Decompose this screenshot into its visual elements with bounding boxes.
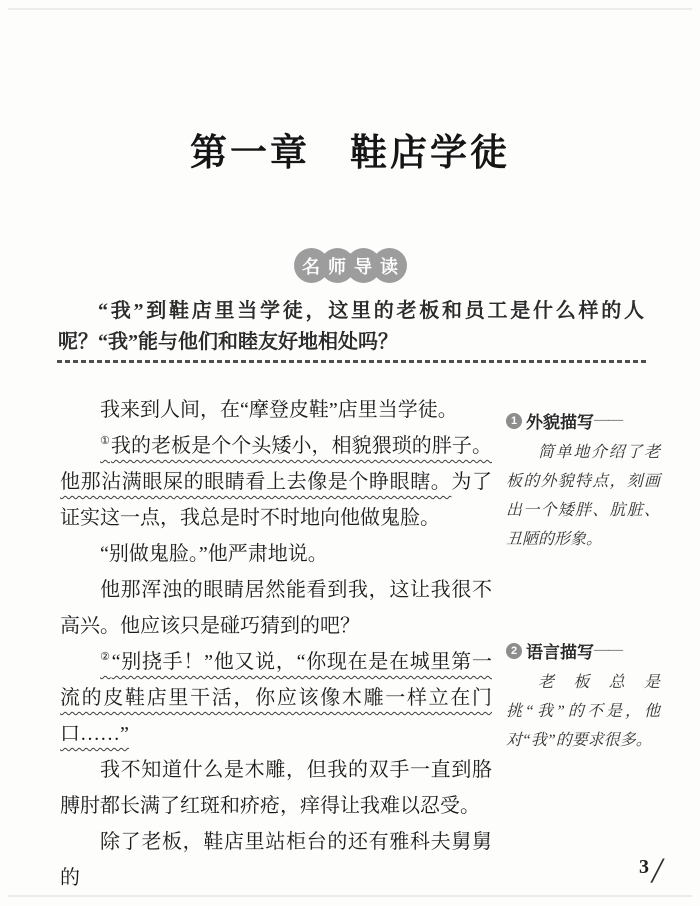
margin-note-language xyxy=(506,638,660,755)
underlined-passage xyxy=(60,435,492,493)
chapter-title: 第一章 鞋店学徒 xyxy=(190,132,510,173)
paragraph-2 xyxy=(60,428,492,536)
underlined-passage xyxy=(60,651,492,745)
heading-dash: —— xyxy=(594,412,622,428)
paragraph-text: 我的老板是个个头矮小，相貌猥琐的胖子。他那沾满眼屎的眼睛看上去像是个睁眼瞎。 xyxy=(60,435,492,493)
paragraph-text: 我不知道什么是木雕，但我的双手一直到胳膊肘都长满了红斑和疥疮，痒得让我难以忍受。 xyxy=(60,759,492,817)
badge-char: 读 xyxy=(380,256,398,277)
numbered-bullet-icon: 2 xyxy=(506,643,522,659)
badge-circle xyxy=(372,248,407,283)
paragraph-6 xyxy=(60,752,492,824)
paragraph-text: 我来到人间，在“摩登皮鞋”店里当学徒。 xyxy=(100,399,458,421)
page-number: 3 xyxy=(638,856,649,878)
paragraph-text: 他那浑浊的眼睛居然能看到我，这让我很不高兴。他应该只是碰巧猜到的吧？ xyxy=(60,579,492,637)
paragraph-5 xyxy=(60,644,492,752)
paragraph-4 xyxy=(60,572,492,644)
badge-char: 名 xyxy=(302,256,320,277)
paragraph-7 xyxy=(60,824,492,896)
annotation-marker-1: ① xyxy=(100,435,110,448)
numbered-bullet-icon: 1 xyxy=(506,413,522,429)
paragraph-text: 为了证实这一点，我总是时不时地向他做鬼脸。 xyxy=(60,471,493,529)
margin-note-body: 老板总是挑“我”的不是，他对“我”的要求很多。 xyxy=(506,674,660,749)
margin-note-header xyxy=(506,638,660,663)
badge-char: 师 xyxy=(328,256,346,277)
margin-note-heading: 语言描写 xyxy=(526,643,594,662)
margin-note-appearance xyxy=(506,408,660,554)
paragraph-3 xyxy=(60,536,492,572)
paragraph-text: “别挠手！”他又说，“你现在是在城里第一流的皮鞋店里干活，你应该像木雕一样立在门口……” xyxy=(60,651,492,745)
margin-note-body: 简单地介绍了老板的外貌特点，刻画出一个矮胖、肮脏、丑陋的形象。 xyxy=(506,444,660,548)
annotation-marker-2: ② xyxy=(100,651,111,664)
margin-note-heading: 外貌描写 xyxy=(526,413,594,432)
guide-intro-text: “我”到鞋店里当学徒，这里的老板和员工是什么样的人呢？“我”能与他们和睦友好地相处吗？ xyxy=(58,300,644,353)
paragraph-text: 除了老板，鞋店里站柜台的还有雅科夫舅舅的 xyxy=(60,831,492,889)
main-text-column xyxy=(60,392,492,896)
badge-char: 导 xyxy=(354,256,372,277)
page-number-slash-mark: / xyxy=(651,850,662,890)
heading-dash: —— xyxy=(594,642,622,658)
paragraph-text: “别做鬼脸。”他严肃地说。 xyxy=(100,543,328,565)
paragraph-1 xyxy=(60,392,492,428)
scan-edge-top xyxy=(8,8,692,10)
margin-note-header xyxy=(506,408,660,433)
dashed-separator xyxy=(57,360,648,363)
famous-teacher-guide-badge xyxy=(0,248,700,283)
page-number-area xyxy=(639,852,662,888)
